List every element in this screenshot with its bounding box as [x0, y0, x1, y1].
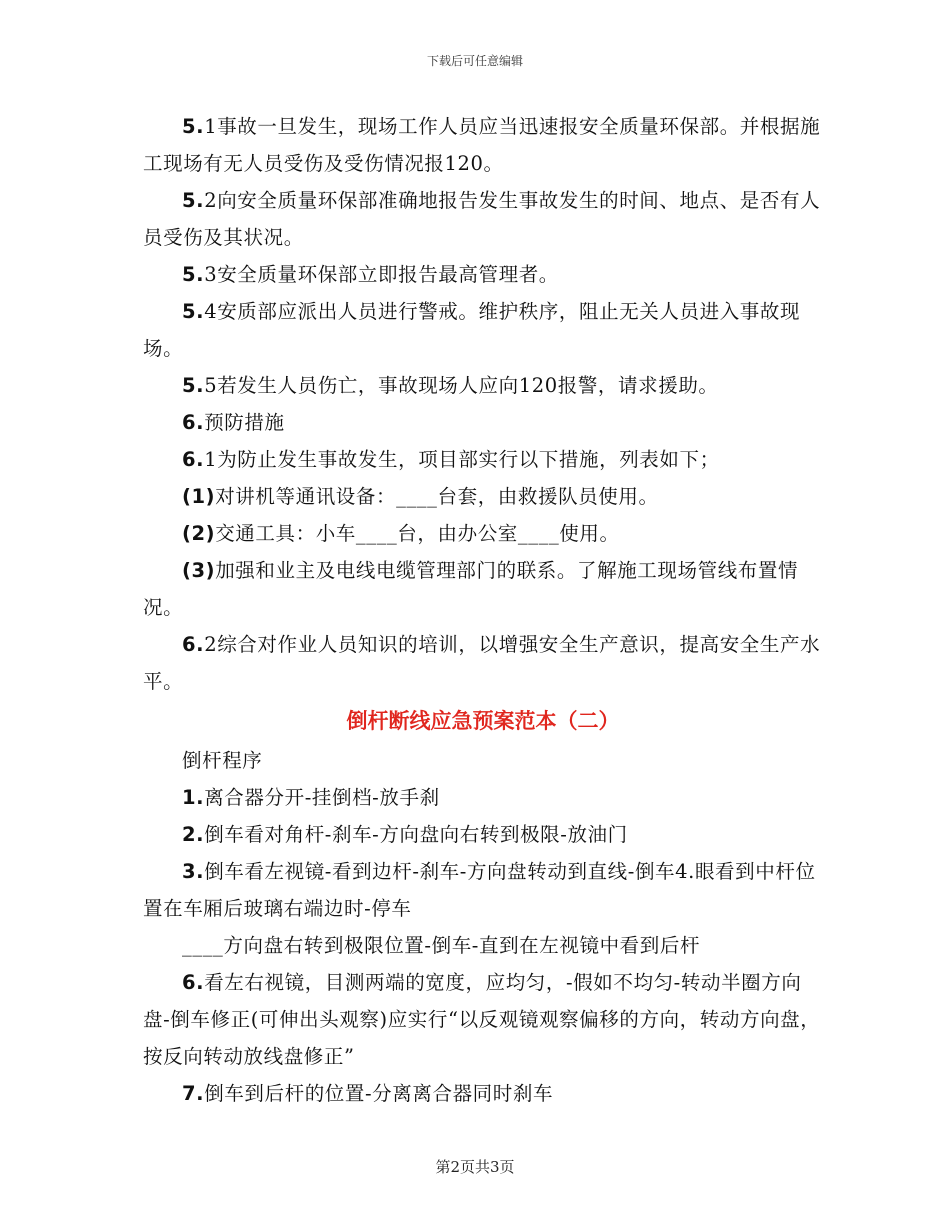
paragraph	[143, 816, 823, 853]
paragraph-number: 2.	[182, 823, 205, 846]
paragraph	[143, 1075, 823, 1112]
paragraph-text: 2向安全质量环保部准确地报告发生事故发生的时间、地点、是否有人员受伤及其状况。	[143, 189, 821, 249]
paragraph	[143, 182, 823, 256]
page-number: 第2页共3页	[435, 1158, 515, 1176]
paragraph-number: 5.	[182, 189, 205, 212]
paragraph-number: 1.	[182, 786, 205, 809]
procedure-list	[143, 742, 823, 1112]
paragraph	[143, 404, 823, 441]
paragraph-number: 5.	[182, 300, 205, 323]
paragraph-number: 5.	[182, 374, 205, 397]
page-header-note: 下载后可任意编辑	[426, 54, 523, 68]
section-5-list	[143, 108, 823, 700]
paragraph-text: 4安质部应派出人员进行警戒。维护秩序，阻止无关人员进入事故现场。	[143, 300, 801, 360]
paragraph-number: 5.	[182, 115, 205, 138]
paragraph	[143, 964, 823, 1075]
paragraph-number: (1)	[182, 485, 216, 508]
paragraph	[143, 515, 823, 552]
paragraph-number: 6.	[182, 411, 205, 434]
paragraph-text: ____方向盘右转到极限位置-倒车-直到在左视镜中看到后杆	[182, 934, 701, 957]
paragraph	[143, 626, 823, 700]
paragraph	[143, 853, 823, 927]
paragraph	[143, 367, 823, 404]
paragraph-number: 6.	[182, 971, 205, 994]
paragraph-number: 3.	[182, 860, 205, 883]
paragraph-text: 倒车到后杆的位置-分离离合器同时刹车	[204, 1082, 554, 1105]
paragraph-number: (3)	[182, 559, 216, 582]
paragraph-text: 倒杆程序	[182, 749, 263, 772]
paragraph-text: 加强和业主及电线电缆管理部门的联系。了解施工现场管线布置情况。	[143, 559, 799, 619]
paragraph	[143, 256, 823, 293]
paragraph	[143, 927, 823, 964]
paragraph-number: 6.	[182, 448, 205, 471]
paragraph-text: 1事故一旦发生，现场工作人员应当迅速报安全质量环保部。并根据施工现场有无人员受伤及受伤情况报120。	[143, 115, 821, 175]
paragraph-text: 1为防止发生事故发生，项目部实行以下措施，列表如下；	[204, 448, 720, 471]
paragraph-text: 预防措施	[204, 411, 285, 434]
section-title: 倒杆断线应急预案范本（二）	[346, 709, 620, 733]
paragraph	[143, 441, 823, 478]
paragraph-text: 5若发生人员伤亡，事故现场人应向120报警，请求援助。	[204, 374, 719, 397]
paragraph	[143, 742, 823, 779]
paragraph-text: 2综合对作业人员知识的培训，以增强安全生产意识，提高安全生产水平。	[143, 633, 821, 693]
paragraph-text: 交通工具：小车____台，由办公室____使用。	[215, 522, 620, 545]
paragraph	[143, 552, 823, 626]
paragraph-number: 6.	[182, 633, 205, 656]
paragraph-text: 对讲机等通讯设备：____台套，由救援队员使用。	[215, 485, 659, 508]
paragraph-text: 3安全质量环保部立即报告最高管理者。	[204, 263, 559, 286]
paragraph	[143, 478, 823, 515]
paragraph-text: 看左右视镜，目测两端的宽度，应均匀，-假如不均匀-转动半圈方向盘-倒车修正(可伸出头观察)应实行“以反观镜观察偏移的方向，转动方向盘，按反向转动放线盘修正”	[143, 971, 821, 1068]
paragraph	[143, 293, 823, 367]
paragraph-number: 7.	[182, 1082, 205, 1105]
paragraph-number: 5.	[182, 263, 205, 286]
paragraph	[143, 779, 823, 816]
paragraph-text: 倒车看左视镜-看到边杆-刹车-方向盘转动到直线-倒车4.眼看到中杆位置在车厢后玻璃右端边时-停车	[143, 860, 816, 920]
paragraph-text: 倒车看对角杆-刹车-方向盘向右转到极限-放油门	[204, 823, 628, 846]
paragraph-text: 离合器分开-挂倒档-放手刹	[204, 786, 440, 809]
paragraph	[143, 108, 823, 182]
paragraph-number: (2)	[182, 522, 216, 545]
document-body	[143, 108, 823, 1112]
